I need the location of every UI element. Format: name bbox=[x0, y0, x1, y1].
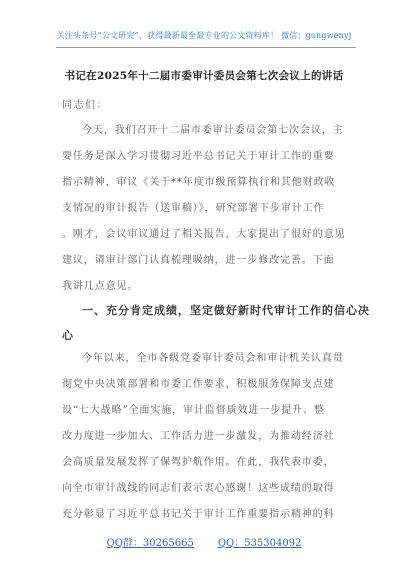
paragraph-line: 充分彰显了习近平总书记关于审计工作重要指示精神的科 bbox=[62, 509, 335, 520]
salutation: 同志们： bbox=[62, 100, 108, 111]
paragraph-line: 向全市审计战线的同志们表示衷心感谢！这些成绩的取得 bbox=[62, 483, 335, 494]
header-divider bbox=[56, 47, 356, 48]
paragraph-line: 。刚才，会议审议通过了相关报告，大家提出了很好的意见 bbox=[62, 229, 346, 240]
paragraph-line: 要任务是深入学习贯彻习近平总书记关于审计工作的重要 bbox=[62, 151, 335, 162]
qq-number: QQ：535304092 bbox=[217, 538, 302, 549]
intro-paragraph bbox=[62, 118, 350, 300]
section1-paragraph bbox=[62, 346, 350, 528]
paragraph-line: 指示精神，审议《关于**年度市级预算执行和其他财政收 bbox=[62, 177, 336, 188]
paragraph-line: 彻党中央决策部署和市委工作要求，积极服务保障支点建 bbox=[62, 379, 335, 390]
section-heading bbox=[62, 298, 370, 348]
document-title: 书记在2025年十二届市委审计委员会第七次会议上的讲话 bbox=[64, 70, 344, 82]
paragraph-line: 今年以来，全市各级党委审计委员会和审计机关认真贯 bbox=[82, 353, 344, 364]
paragraph-line: 我讲几点意见。 bbox=[62, 281, 139, 292]
qq-group-number: QQ群：30265665 bbox=[106, 538, 194, 549]
paragraph-line: 建议，请审计部门认真梳理吸纳，进一步修改完善。下面 bbox=[62, 255, 335, 266]
promo-banner: 关注头条号“公文研究”，获得最新最全最专业的公文资料库！ 微信：gongwenyj bbox=[56, 31, 352, 40]
heading-line: 心 bbox=[62, 329, 74, 342]
heading-line: 一、充分肯定成绩，坚定做好新时代审计工作的信心决 bbox=[82, 304, 370, 317]
paragraph-line: 设“七大战略”全面实施，审计监督质效进一步提升、整 bbox=[62, 405, 325, 416]
footer-contact bbox=[0, 534, 408, 549]
paragraph-line: 会高质量发展发挥了保驾护航作用。在此，我代表市委， bbox=[62, 457, 335, 468]
paragraph-line: 今天，我们召开十二届市委审计委员会第七次会议，主 bbox=[82, 125, 344, 136]
paragraph-line: 改力度进一步加大、工作活力进一步激发，为推动经济社 bbox=[62, 431, 335, 442]
paragraph-line: 支情况的审计报告（送审稿）》，研究部署下步审计工作 bbox=[62, 203, 325, 214]
